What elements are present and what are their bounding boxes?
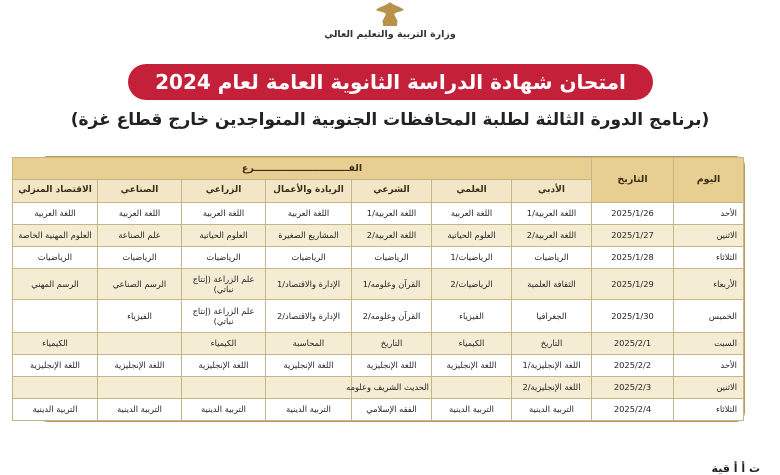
cell-subject: اللغة الإنجليزية — [13, 355, 98, 377]
cell-subject: الفيزياء — [432, 300, 512, 333]
cell-subject: التربية الدينية — [266, 399, 352, 421]
table-row — [13, 225, 744, 247]
page-title-text: امتحان شهادة الدراسة الثانوية العامة لعام 2024 — [155, 70, 626, 94]
cell-subject — [13, 300, 98, 333]
cell-day: الخميس — [674, 300, 744, 333]
cell-subject: القرآن وعلومه/2 — [352, 300, 432, 333]
cell-day: الأحد — [674, 203, 744, 225]
cell-subject: اللغة العربية — [432, 203, 512, 225]
table-row — [13, 203, 744, 225]
table-row — [13, 269, 744, 300]
cell-day: الثلاثاء — [674, 247, 744, 269]
cell-subject: الحديث الشريف وعلومه — [352, 377, 432, 399]
header-branch: الفـــــــــــــــــــــــــــــرع — [13, 158, 592, 180]
page-title — [128, 64, 653, 100]
cell-subject: المشاريع الصغيرة — [266, 225, 352, 247]
table-row — [13, 247, 744, 269]
table-row — [13, 355, 744, 377]
cell-date: 2025/2/3 — [592, 377, 674, 399]
cell-subject: اللغة الإنجليزية — [432, 355, 512, 377]
cell-subject: الرياضيات — [352, 247, 432, 269]
cell-subject: الإدارة والاقتصاد/2 — [266, 300, 352, 333]
cell-subject: اللغة العربية — [266, 203, 352, 225]
cell-subject: اللغة الإنجليزية/1 — [512, 355, 592, 377]
header-branch-column: الريادة والأعمال — [266, 180, 352, 203]
cell-subject: التاريخ — [352, 333, 432, 355]
cell-subject: العلوم المهنية الخاصة — [13, 225, 98, 247]
cell-subject: اللغة العربية — [13, 203, 98, 225]
header-branch-column: الزراعي — [182, 180, 266, 203]
cell-subject: المحاسبة — [266, 333, 352, 355]
cell-subject: التربية الدينية — [98, 399, 182, 421]
header-branch-column: الأدبي — [512, 180, 592, 203]
cell-subject: الكيمياء — [13, 333, 98, 355]
cell-subject: الرياضيات/2 — [432, 269, 512, 300]
cell-subject: اللغة الإنجليزية — [98, 355, 182, 377]
cell-subject — [266, 377, 352, 399]
cell-subject: الفيزياء — [98, 300, 182, 333]
footer-note: ت أ أ قية — [711, 462, 760, 475]
cell-day: الأحد — [674, 355, 744, 377]
cell-date: 2025/1/27 — [592, 225, 674, 247]
cell-subject: التربية الدينية — [512, 399, 592, 421]
cell-subject — [13, 377, 98, 399]
cell-subject: علم الصناعة — [98, 225, 182, 247]
cell-subject: الرياضيات — [266, 247, 352, 269]
header-date: التاريخ — [592, 158, 674, 203]
ministry-emblem-icon — [368, 0, 412, 28]
cell-subject — [432, 377, 512, 399]
cell-subject: اللغة الإنجليزية — [266, 355, 352, 377]
cell-subject: اللغة العربية — [182, 203, 266, 225]
cell-day: الاثنين — [674, 225, 744, 247]
cell-subject: اللغة العربية/2 — [512, 225, 592, 247]
table-row — [13, 300, 744, 333]
cell-subject: الفقه الإسلامي — [352, 399, 432, 421]
cell-subject — [98, 377, 182, 399]
cell-date: 2025/2/4 — [592, 399, 674, 421]
cell-subject: الرسم الصناعي — [98, 269, 182, 300]
cell-subject: اللغة الإنجليزية — [352, 355, 432, 377]
cell-subject: التربية الدينية — [13, 399, 98, 421]
cell-subject: الرياضيات/1 — [432, 247, 512, 269]
cell-subject: الرياضيات — [98, 247, 182, 269]
header-branch-column: الشرعي — [352, 180, 432, 203]
cell-subject: اللغة العربية/1 — [512, 203, 592, 225]
cell-day: الأربعاء — [674, 269, 744, 300]
cell-subject: التربية الدينية — [432, 399, 512, 421]
cell-subject: الرياضيات — [182, 247, 266, 269]
table-row — [13, 399, 744, 421]
cell-subject: العلوم الحياتية — [432, 225, 512, 247]
cell-date: 2025/2/1 — [592, 333, 674, 355]
cell-subject: الثقافة العلمية — [512, 269, 592, 300]
header-branch-column: الاقتصاد المنزلي — [13, 180, 98, 203]
cell-date: 2025/2/2 — [592, 355, 674, 377]
cell-subject: اللغة العربية/2 — [352, 225, 432, 247]
cell-subject — [98, 333, 182, 355]
cell-date: 2025/1/30 — [592, 300, 674, 333]
cell-subject: التاريخ — [512, 333, 592, 355]
cell-date: 2025/1/26 — [592, 203, 674, 225]
header-day: اليوم — [674, 158, 744, 203]
cell-subject: اللغة الإنجليزية/2 — [512, 377, 592, 399]
cell-subject: التربية الدينية — [182, 399, 266, 421]
header-branch-column: الصناعي — [98, 180, 182, 203]
cell-subject: الكيمياء — [182, 333, 266, 355]
cell-subject: علم الزراعة (إنتاج نباتي) — [182, 300, 266, 333]
table-row — [13, 333, 744, 355]
cell-subject: الرياضيات — [512, 247, 592, 269]
cell-subject — [182, 377, 266, 399]
cell-subject: الجغرافيا — [512, 300, 592, 333]
page-subtitle: (برنامج الدورة الثالثة لطلبة المحافظات الجنوبية المتواجدين خارج قطاع غزة) — [70, 110, 710, 130]
cell-subject: الإدارة والاقتصاد/1 — [266, 269, 352, 300]
cell-date: 2025/1/29 — [592, 269, 674, 300]
cell-subject: العلوم الحياتية — [182, 225, 266, 247]
cell-subject: اللغة العربية — [98, 203, 182, 225]
cell-day: الاثنين — [674, 377, 744, 399]
cell-date: 2025/1/28 — [592, 247, 674, 269]
cell-subject: علم الزراعة (إنتاج نباتي) — [182, 269, 266, 300]
cell-day: الثلاثاء — [674, 399, 744, 421]
exam-schedule-table — [18, 156, 745, 422]
cell-subject: الرياضيات — [13, 247, 98, 269]
cell-subject: اللغة الإنجليزية — [182, 355, 266, 377]
table-row — [13, 377, 744, 399]
header-branch-column: العلمي — [432, 180, 512, 203]
cell-subject: الرسم المهني — [13, 269, 98, 300]
cell-subject: الكيمياء — [432, 333, 512, 355]
cell-subject: القرآن وعلومه/1 — [352, 269, 432, 300]
cell-subject: اللغة العربية/1 — [352, 203, 432, 225]
ministry-name: وزارة التربية والتعليم العالي — [324, 29, 456, 40]
cell-day: السبت — [674, 333, 744, 355]
